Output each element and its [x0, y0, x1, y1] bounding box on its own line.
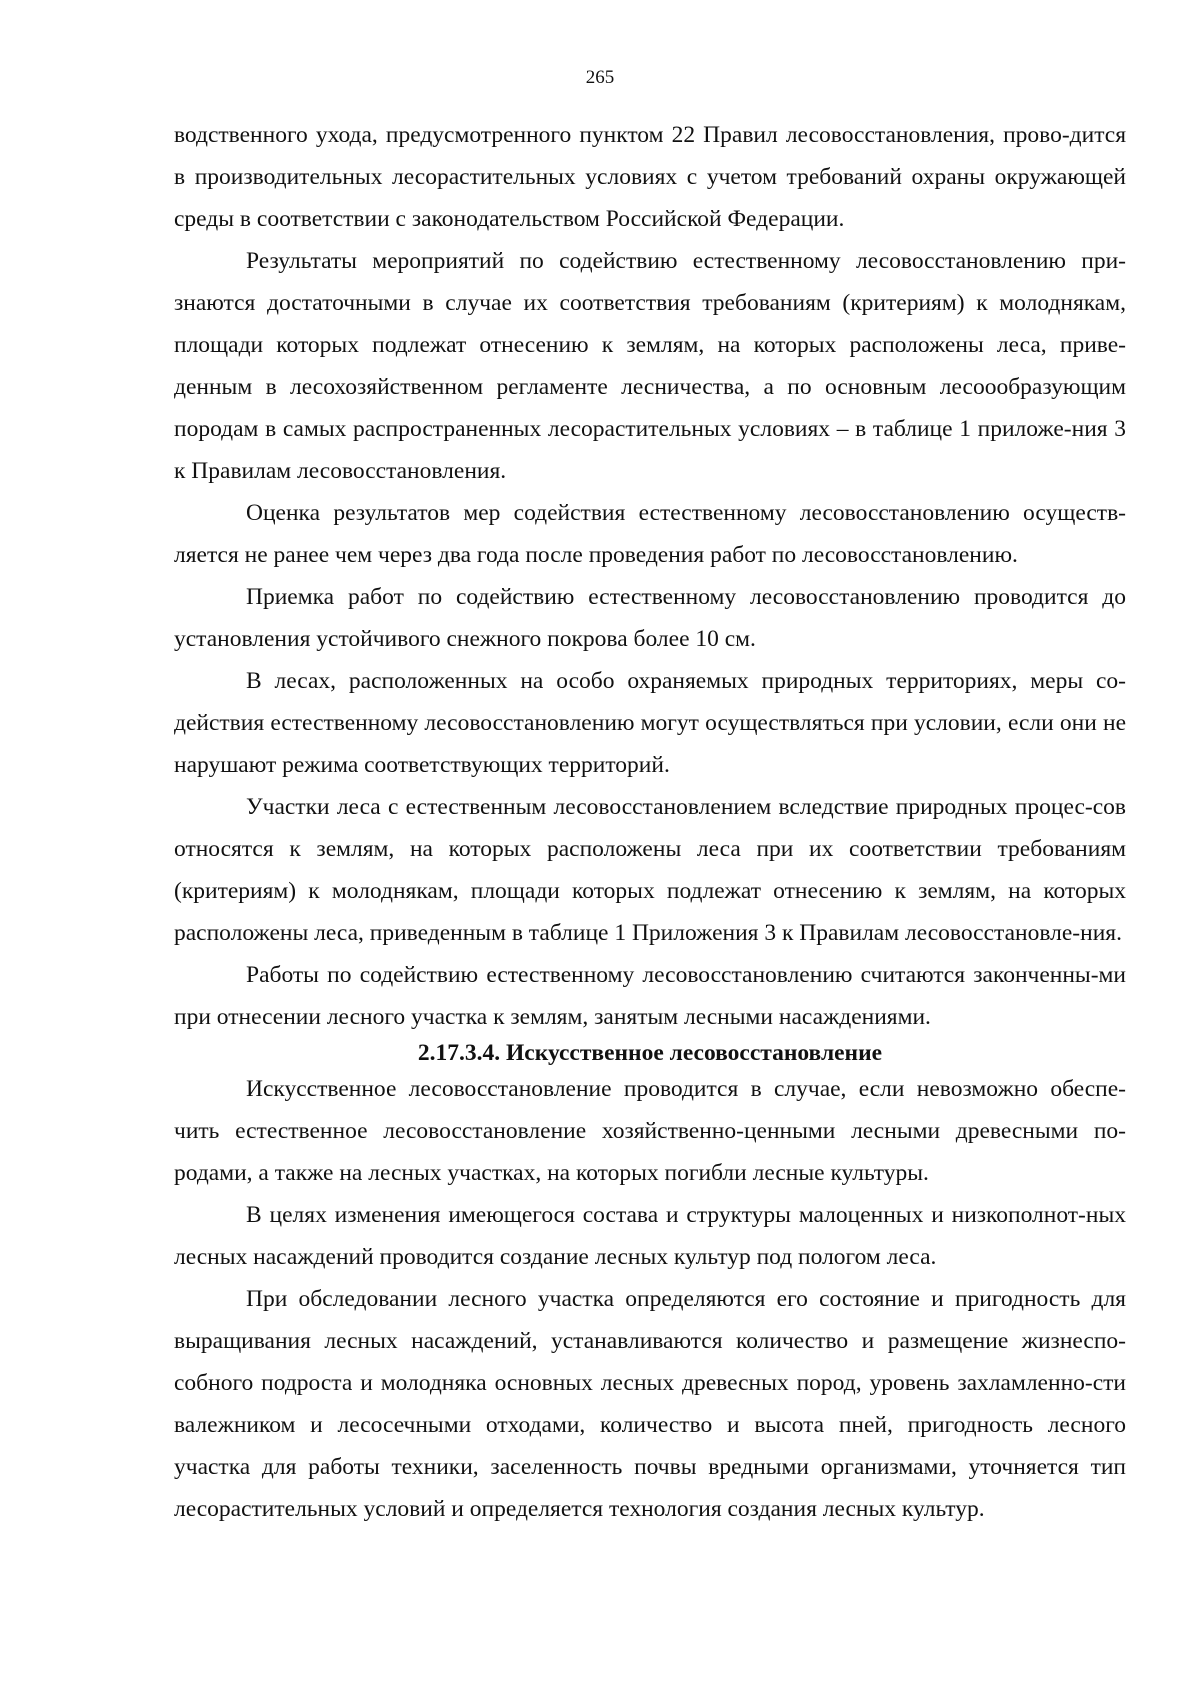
paragraph: В лесах, расположенных на особо охраняемых природных территориях, меры со-действия естественному лесовосстановлению могут осуществляться при условии, если они не нарушают режима соответствующих территорий. — [174, 668, 1126, 778]
section-heading: 2.17.3.4. Искусственное лесовосстановление — [417, 1040, 883, 1066]
paragraph: При обследовании лесного участка определяются его состояние и пригодность для выращивания лесных насаждений, устанавливаются количество и размещение жизнеспо-собного подроста и молодняка основных лесных древесных пород, уровень захламленно-сти валежником и лесосечными отходами, количество и высота пней, пригодность лесного участка для работы техники, заселенность почвы вредными организмами, уточняется тип лесорастительных условий и определяется технология создания лесных культур. — [174, 1286, 1126, 1522]
document-body — [174, 114, 1126, 1530]
paragraph: Приемка работ по содействию естественному лесовосстановлению проводится до установления устойчивого снежного покрова более 10 см. — [174, 584, 1126, 652]
paragraph: В целях изменения имеющегося состава и структуры малоценных и низкополнот-ных лесных насаждений проводится создание лесных культур под пологом леса. — [174, 1202, 1126, 1270]
paragraph: Работы по содействию естественному лесовосстановлению считаются законченны-ми при отнесении лесного участка к землям, занятым лесными насаждениями. — [174, 962, 1126, 1030]
paragraph-continuation: водственного ухода, предусмотренного пунктом 22 Правил лесовосстановления, прово-дится в производительных лесорастительных условиях с учетом требований охраны окружающей среды в соответствии с законодательством Российской Федерации. — [174, 122, 1126, 232]
paragraph: Участки леса с естественным лесовосстановлением вследствие природных процес-сов относятся к землям, на которых расположены леса при их соответствии требованиям (критериям) к молоднякам, площади которых подлежат отнесению к землям, на которых расположены леса, приведенным в таблице 1 Приложения 3 к Правилам лесовосстановле-ния. — [174, 794, 1126, 946]
paragraph: Результаты мероприятий по содействию естественному лесовосстановлению при-знаются достаточными в случае их соответствия требованиям (критериям) к молоднякам, площади которых подлежат отнесению к землям, на которых расположены леса, приве-денным в лесохозяйственном регламенте лесничества, а по основным лесоообразующим породам в самых распространенных лесорастительных условиях – в таблице 1 приложе-ния 3 к Правилам лесовосстановления. — [174, 248, 1126, 484]
page-number: 265 — [585, 67, 615, 88]
paragraph: Оценка результатов мер содействия естественному лесовосстановлению осуществ-ляется не ранее чем через два года после проведения работ по лесовосстановлению. — [174, 500, 1126, 568]
paragraph: Искусственное лесовосстановление проводится в случае, если невозможно обеспе-чить естественное лесовосстановление хозяйственно-ценными лесными древесными по-родами, а также на лесных участках, на которых погибли лесные культуры. — [174, 1076, 1126, 1186]
